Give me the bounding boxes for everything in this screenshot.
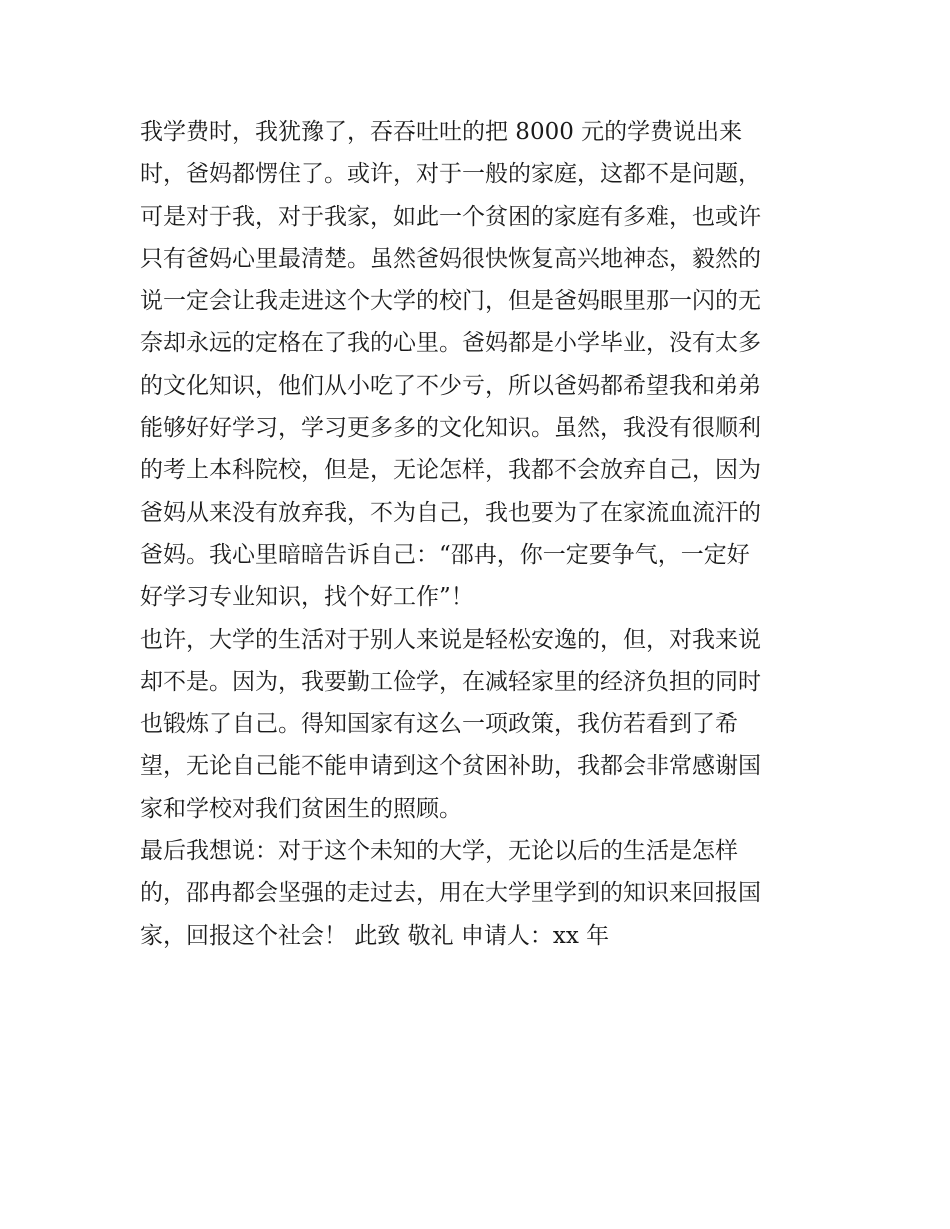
text-line: 爸妈。我心里暗暗告诉自己：“邵冉，你一定要争气，一定好	[140, 541, 750, 568]
text-line: 也许，大学的生活对于别人来说是轻松安逸的，但，对我来说	[140, 626, 761, 653]
body-text	[140, 112, 830, 958]
text-line: 望，无论自己能不能申请到这个贫困补助，我都会非常感谢国	[140, 753, 761, 780]
text-line: 好学习专业知识，找个好工作”！	[140, 584, 474, 611]
text-line: 最后我想说：对于这个未知的大学，无论以后的生活是怎样	[140, 838, 738, 865]
text-line: 我学费时，我犹豫了，吞吞吐吐的把 8000 元的学费说出来	[140, 119, 743, 145]
text-line: 也锻炼了自己。得知国家有这么一项政策，我仿若看到了希	[140, 711, 738, 738]
text-line: 只有爸妈心里最清楚。虽然爸妈很快恢复高兴地神态，毅然的	[140, 245, 761, 272]
text-line: 时，爸妈都愣住了。或许，对于一般的家庭，这都不是问题，	[140, 161, 761, 188]
text-line: 奈却永远的定格在了我的心里。爸妈都是小学毕业，没有太多	[140, 330, 761, 357]
text-line: 的考上本科院校，但是，无论怎样，我都不会放弃自己，因为	[140, 457, 761, 484]
text-line: 的，邵冉都会坚强的走过去，用在大学里学到的知识来回报国	[140, 880, 761, 907]
text-line: 家，回报这个社会！ 此致 敬礼 申请人：xx 年	[140, 922, 610, 949]
text-line: 可是对于我，对于我家，如此一个贫困的家庭有多难，也或许	[140, 203, 761, 230]
text-line: 却不是。因为，我要勤工俭学，在减轻家里的经济负担的同时	[140, 668, 761, 695]
text-line: 家和学校对我们贫困生的照顾。	[140, 795, 462, 822]
text-line: 能够好好学习，学习更多多的文化知识。虽然，我没有很顺利	[140, 415, 761, 442]
text-line: 爸妈从来没有放弃我，不为自己，我也要为了在家流血流汗的	[140, 499, 761, 526]
text-line: 说一定会让我走进这个大学的校门，但是爸妈眼里那一闪的无	[140, 288, 761, 315]
text-line: 的文化知识，他们从小吃了不少亏，所以爸妈都希望我和弟弟	[140, 372, 761, 399]
